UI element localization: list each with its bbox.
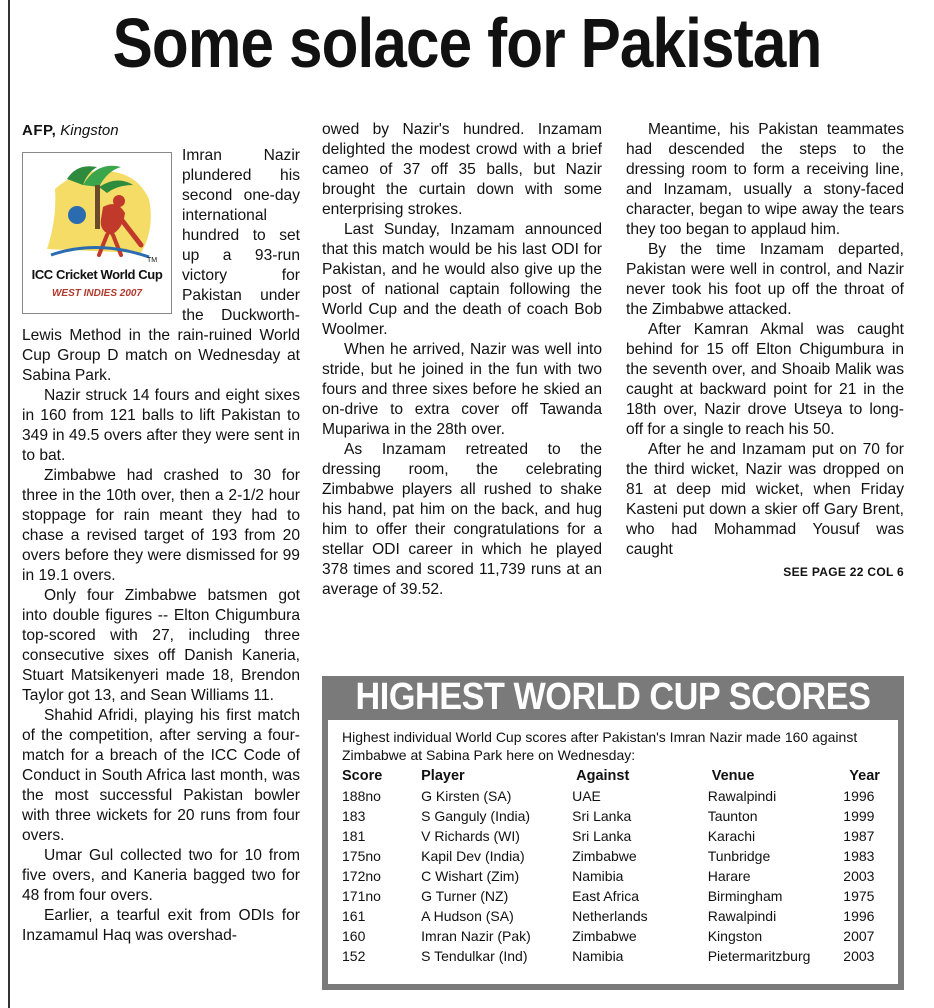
cell-against: Zimbabwe <box>572 928 637 944</box>
table-row <box>342 846 898 866</box>
cell-score: 172no <box>342 868 381 884</box>
cell-score: 175no <box>342 848 381 864</box>
cell-player: S Tendulkar (Ind) <box>421 948 528 964</box>
article-paragraph: By the time Inzamam departed, Pakistan were well in control, and Nazir never took his foot up off the throat of the Zimbabwe attacked. <box>626 241 904 318</box>
column-header-venue: Venue <box>711 768 755 784</box>
scores-table-body <box>342 786 898 966</box>
cell-venue: Rawalpindi <box>707 908 777 924</box>
cell-year: 1999 <box>843 808 875 824</box>
table-row <box>342 886 898 906</box>
logo-title: ICC Cricket World Cup <box>31 267 163 282</box>
table-row <box>342 786 898 806</box>
cell-player: S Ganguly (India) <box>421 808 531 824</box>
cell-year: 1996 <box>843 908 875 924</box>
article-paragraph: Umar Gul collected two for 10 from five overs, and Kaneria bagged two for 48 from four overs. <box>22 847 300 904</box>
table-header-row <box>342 766 898 786</box>
byline <box>22 122 119 139</box>
byline-agency: AFP, <box>22 122 57 139</box>
article-paragraph: Shahid Afridi, playing his first match of the competition, after serving a four-match for a breach of the ICC Code of Conduct in South Africa last month, was the most successful Pakistan bowler with three wickets for 20 runs from four overs. <box>22 707 300 844</box>
cell-score: 171no <box>342 888 381 904</box>
cell-year: 2007 <box>843 928 875 944</box>
cell-year: 2003 <box>843 948 875 964</box>
cell-score: 160 <box>342 928 366 944</box>
cell-player: A Hudson (SA) <box>421 908 514 924</box>
cell-against: Zimbabwe <box>572 848 637 864</box>
scores-box-title: HIGHEST WORLD CUP SCORES <box>355 676 871 718</box>
cell-against: East Africa <box>572 888 640 904</box>
cell-year: 1975 <box>843 888 875 904</box>
page-title: Some solace for Pakistan <box>112 4 822 82</box>
article-paragraph: Earlier, a tearful exit from ODIs for Inzamamul Haq was overshad- <box>22 907 300 944</box>
cell-against: UAE <box>572 788 601 804</box>
cell-player: C Wishart (Zim) <box>421 868 520 884</box>
article-paragraph: When he arrived, Nazir was well into stride, but he joined in the fun with two fours and three sixes before he skied an on-drive to extra cover off Tawanda Mupariwa in the 28th over. <box>322 341 602 438</box>
cell-year: 1987 <box>843 828 875 844</box>
cell-venue: Karachi <box>707 828 756 844</box>
article-paragraph: After he and Inzamam put on 70 for the third wicket, Nazir was dropped on 81 at deep mid wicket, when Friday Kasteni put down a skier off Gary Brent, who had Mohammad Yousuf was caught <box>626 441 904 558</box>
article-paragraph: Zimbabwe had crashed to 30 for three in the 10th over, then a 2-1/2 hour stoppage for rain meant they had to chase a revised target of 193 from 20 overs before they were dismissed for 99 in 19.1 overs. <box>22 467 300 584</box>
cell-player: G Kirsten (SA) <box>421 788 512 804</box>
column-header-year: Year <box>849 768 880 784</box>
cell-venue: Birmingham <box>707 888 783 904</box>
table-row <box>342 946 898 966</box>
cell-venue: Tunbridge <box>707 848 771 864</box>
column-header-player: Player <box>421 768 465 784</box>
cell-score: 161 <box>342 908 366 924</box>
cell-score: 188no <box>342 788 381 804</box>
cell-year: 1996 <box>843 788 875 804</box>
article-column-2 <box>322 120 602 600</box>
cell-against: Namibia <box>572 868 624 884</box>
cricket-mascot-icon <box>37 159 157 263</box>
cell-score: 152 <box>342 948 366 964</box>
article-column-1 <box>22 146 300 946</box>
byline-place: Kingston <box>60 122 119 139</box>
cell-venue: Rawalpindi <box>707 788 777 804</box>
article-paragraph: As Inzamam retreated to the dressing room, the celebrating Zimbabwe players all rushed to shake his hand, pat him on the back, and hug him to offer their congratulations for a stellar ODI career in which he played 378 times and scored 11,739 runs at an average of 39.52. <box>322 441 602 598</box>
column-header-against: Against <box>576 768 630 784</box>
article-paragraph: Meantime, his Pakistan teammates had descended the steps to the dressing room to form a receiving line, and Inzamam, usually a stony-faced character, began to wipe away the tears they too began to applaud him. <box>626 121 904 238</box>
highest-scores-box <box>322 676 904 990</box>
cell-against: Sri Lanka <box>572 808 632 824</box>
table-row <box>342 806 898 826</box>
article-paragraph: Last Sunday, Inzamam announced that this match would be his last ODI for Pakistan, and he would also give up the post of national captain following the World Cup and the death of coach Bob Woolmer. <box>322 221 602 338</box>
trademark-label: TM <box>147 257 158 264</box>
cell-year: 2003 <box>843 868 875 884</box>
table-row <box>342 826 898 846</box>
cell-score: 183 <box>342 808 366 824</box>
article-paragraph: After Kamran Akmal was caught behind for 15 off Elton Chigumbura in the seventh over, and Shoaib Malik was caught at backward point for 21 in the 18th over, Nazir drove Utseya to long-off for a single to reach his 50. <box>626 321 904 438</box>
cell-against: Netherlands <box>572 908 648 924</box>
cell-player: Kapil Dev (India) <box>421 848 525 864</box>
table-row <box>342 906 898 926</box>
cell-venue: Kingston <box>707 928 763 944</box>
cell-venue: Harare <box>707 868 751 884</box>
article-paragraph: Only four Zimbabwe batsmen got into double figures -- Elton Chigumbura top-scored with 27, including three consecutive sixes off Danish Kaneria, Stuart Matsikenyeri made 18, Brendon Taylor got 13, and Sean Williams 11. <box>22 587 300 704</box>
cell-venue: Pietermaritzburg <box>707 948 811 964</box>
left-column-rule <box>8 0 10 1008</box>
cell-against: Sri Lanka <box>572 828 632 844</box>
cell-against: Namibia <box>572 948 624 964</box>
table-row <box>342 926 898 946</box>
cell-venue: Taunton <box>707 808 758 824</box>
scores-box-content <box>328 720 898 984</box>
article-paragraph: Imran Nazir plundered his second one-day international hundred to set up a 93-run victory for Pakistan under the Duckworth-Lewis Method in the rain-ruined World Cup Group D match on Wednesday at Sabina Park. <box>22 147 300 384</box>
cell-player: G Turner (NZ) <box>421 888 509 904</box>
cell-player: V Richards (WI) <box>421 828 520 844</box>
cell-player: Imran Nazir (Pak) <box>421 928 531 944</box>
cell-score: 181 <box>342 828 366 844</box>
continuation-jump: SEE PAGE 22 COL 6 <box>783 565 904 579</box>
scores-table <box>342 766 898 966</box>
article-paragraph: Nazir struck 14 fours and eight sixes in 160 from 121 balls to lift Pakistan to 349 in 49.5 overs after they were sent in to bat. <box>22 387 300 464</box>
table-row <box>342 866 898 886</box>
logo-subtitle: WEST INDIES 2007 <box>51 288 143 299</box>
article-paragraph: owed by Nazir's hundred. Inzamam delighted the modest crowd with a brief cameo of 37 off 35 balls, but Nazir brought the curtain down with some enterprising strokes. <box>322 121 602 218</box>
world-cup-logo <box>22 152 172 314</box>
scores-box-intro: Highest individual World Cup scores after Pakistan's Imran Nazir made 160 against Zimbabwe at Sabina Park here on Wednesday: <box>342 729 858 763</box>
column-header-score: Score <box>342 768 383 784</box>
cell-year: 1983 <box>843 848 875 864</box>
article-column-3 <box>626 120 904 582</box>
